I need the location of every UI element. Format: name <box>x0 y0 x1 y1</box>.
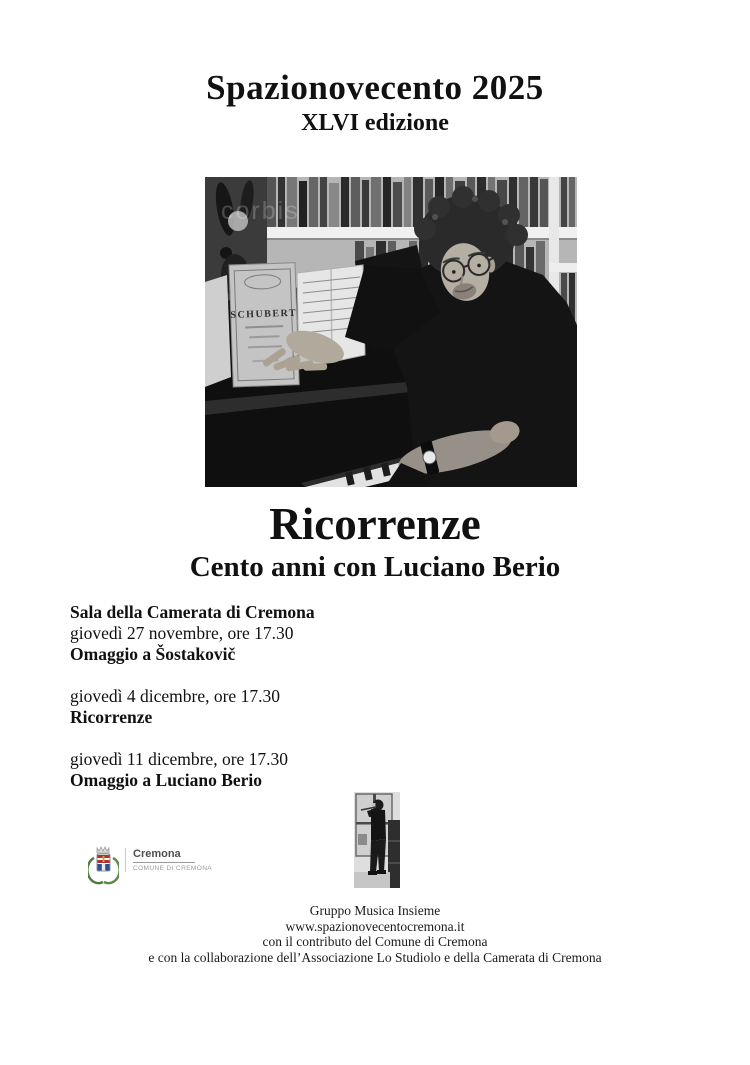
comune-cremona-logo <box>88 844 212 886</box>
concert-series-subtitle: Cento anni con Luciano Berio <box>189 551 561 583</box>
poster-title: Spazionovecento 2025 <box>206 68 544 107</box>
score-title-text: SCHUBERT <box>230 307 298 321</box>
event-title: Omaggio a Luciano Berio <box>70 770 263 790</box>
event-group <box>70 686 315 728</box>
event-date: giovedì 4 dicembre, ore 17.30 <box>70 686 280 706</box>
musician-window-photo <box>354 792 400 888</box>
event-title: Omaggio a Šostakovič <box>70 644 236 664</box>
cremona-logo-subname: COMUNE DI CREMONA <box>133 865 213 872</box>
cremona-coat-of-arms-icon <box>88 844 119 886</box>
musician-window-illustration <box>354 792 400 888</box>
cremona-logo-text <box>125 848 212 872</box>
poster-footer <box>0 903 750 965</box>
venue: Sala della Camerata di Cremona <box>70 602 315 622</box>
event-date: giovedì 11 dicembre, ore 17.30 <box>70 749 289 769</box>
footer-collaboration: e con la collaborazione dell’Associazione Lo Studiolo e della Camerata di Cremona <box>148 949 602 965</box>
event-date: giovedì 27 novembre, ore 17.30 <box>70 623 294 643</box>
poster-edition: XLVI edizione <box>301 110 449 136</box>
footer-contribution: con il contributo del Comune di Cremona <box>262 934 488 950</box>
footer-group-name: Gruppo Musica Insieme <box>309 903 441 918</box>
event-title: Ricorrenze <box>70 707 153 727</box>
footer-website: www.spazionovecentocremona.it <box>285 918 465 934</box>
cremona-logo-name: Cremona <box>133 848 195 863</box>
event-group <box>70 749 315 791</box>
photo-watermark: corbis <box>221 197 300 225</box>
poster-header <box>0 68 750 137</box>
berio-piano-photo-illustration <box>205 177 577 487</box>
concert-series-title: Ricorrenze <box>269 499 481 549</box>
events-list <box>70 602 315 791</box>
berio-piano-photo <box>205 177 577 487</box>
event-group <box>70 602 315 665</box>
